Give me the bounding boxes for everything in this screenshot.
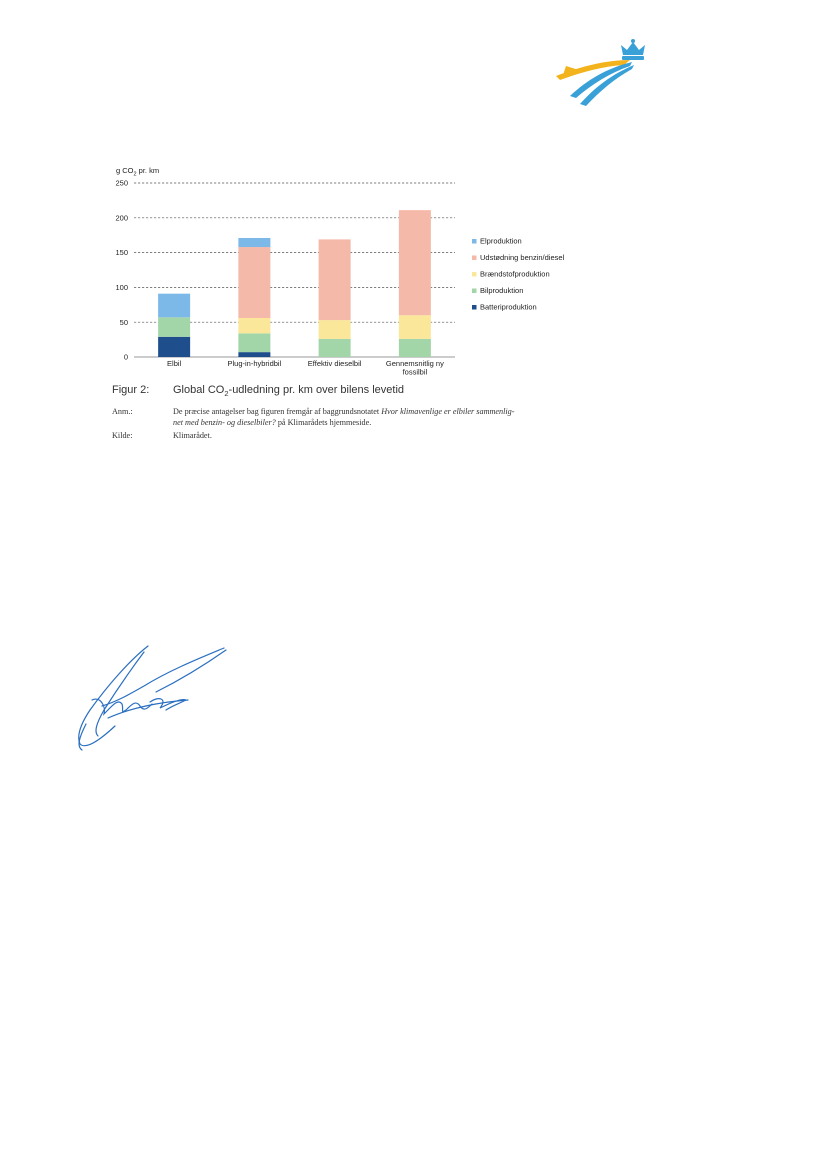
bar-segment <box>399 315 431 339</box>
caption-subscript: 2 <box>224 389 229 399</box>
caption-text-a: Global CO <box>173 384 225 396</box>
x-tick-label: Gennemsnitlig ny <box>385 359 444 368</box>
legend-swatch <box>472 289 477 294</box>
legend-label: Udstødning benzin/diesel <box>480 253 565 262</box>
note-kilde-text: Klimarådet. <box>173 431 212 440</box>
y-unit-label: g $CO_2$ pr. km <box>116 166 160 178</box>
bar-segment <box>238 352 270 357</box>
legend-swatch <box>472 305 477 310</box>
crown-swoosh-logo-icon <box>552 38 652 106</box>
y-tick-label: 250 <box>115 178 128 188</box>
x-tick-label: Effektiv dieselbil <box>307 359 362 368</box>
y-tick-label: 50 <box>119 317 128 327</box>
bar-segment <box>158 337 190 357</box>
legend-label: Batteriproduktion <box>480 302 537 312</box>
y-tick-label: 100 <box>115 283 128 292</box>
x-tick-label: fossilbil <box>402 367 428 377</box>
bar-segment <box>158 294 190 318</box>
bar-segment <box>238 238 270 247</box>
bar-segment <box>319 239 351 320</box>
bar-segment <box>238 333 270 352</box>
note-kilde <box>112 431 592 443</box>
legend-swatch <box>472 256 477 261</box>
y-tick-label: 0 <box>123 352 128 362</box>
note-anm-text: De præcise antagelser bag figuren fremgår af baggrundsnotatet Hvor klimavenlige er elbiler sammenlig- net med benzin- og dieselbiler? på Klimarådets hjemmeside. <box>173 407 515 427</box>
legend-label: Brændstofproduktion <box>480 269 550 279</box>
chart-container <box>100 166 600 381</box>
note-anm-label: Anm.: <box>112 407 133 416</box>
legend-swatch <box>472 239 477 244</box>
stacked-bar-chart <box>100 166 600 381</box>
legend-label: Elproduktion <box>480 236 522 246</box>
bar-segment <box>319 320 351 339</box>
figure-caption <box>112 384 612 398</box>
note-kilde-label: Kilde: <box>112 431 133 440</box>
bar-segment <box>238 247 270 318</box>
x-tick-label: Elbil <box>167 359 182 368</box>
legend-label: Bilproduktion <box>480 286 524 295</box>
bar-segment <box>158 317 190 336</box>
handwritten-signature-icon <box>60 640 240 760</box>
bar-segment <box>319 339 351 357</box>
legend-swatch <box>472 272 477 277</box>
y-tick-label: 150 <box>115 248 128 258</box>
bar-segment <box>238 318 270 333</box>
y-tick-label: 200 <box>115 213 128 223</box>
x-tick-label: Plug-in-hybridbil <box>227 359 282 368</box>
caption-text-b: -udledning pr. km over bilens levetid <box>228 384 405 396</box>
bar-segment <box>399 210 431 315</box>
figure-number: Figur 2: <box>112 384 150 396</box>
bar-segment <box>399 339 431 357</box>
note-anm <box>112 407 592 429</box>
